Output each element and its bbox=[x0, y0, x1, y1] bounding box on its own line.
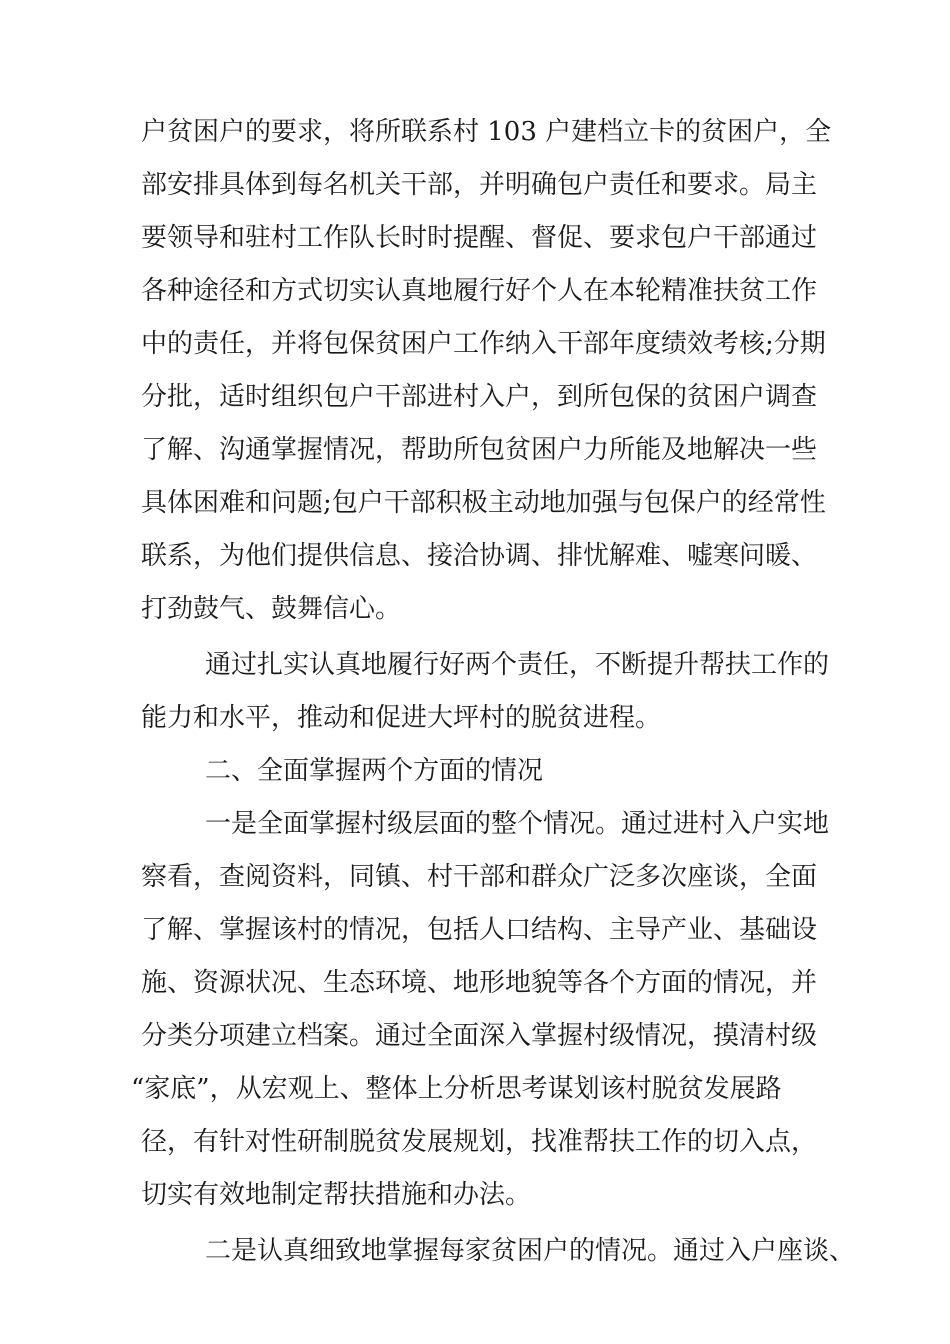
text-line: 打劲鼓气、鼓舞信心。 bbox=[141, 594, 402, 624]
text-line: 二是认真细致地掌握每家贫困户的情况。通过入户座谈、 bbox=[205, 1236, 856, 1266]
text-line: 要领导和驻村工作队长时时提醒、督促、要求包户干部通过 bbox=[141, 223, 818, 253]
text-line: 了解、掌握该村的情况，包括人口结构、主导产业、基础设 bbox=[141, 915, 818, 945]
text-line: 一是全面掌握村级层面的整个情况。通过进村入户实地 bbox=[205, 809, 830, 839]
text-line: 切实有效地制定帮扶措施和办法。 bbox=[141, 1180, 532, 1210]
text-line: 户贫困户的要求，将所联系村 103 户建档立卡的贫困户，全 bbox=[141, 117, 832, 147]
text-line: 施、资源状况、生态环境、地形地貌等各个方面的情况，并 bbox=[141, 968, 818, 998]
text-line: “家底”，从宏观上、整体上分析思考谋划该村脱贫发展路 bbox=[131, 1074, 782, 1104]
text-line: 中的责任，并将包保贫困户工作纳入干部年度绩效考核;分期 bbox=[141, 329, 826, 359]
text-line: 联系，为他们提供信息、接洽协调、排忧解难、嘘寒问暖、 bbox=[141, 541, 818, 571]
text-line: 能力和水平，推动和促进大坪村的脱贫进程。 bbox=[141, 703, 662, 733]
text-line: 径，有针对性研制脱贫发展规划，找准帮扶工作的切入点， bbox=[141, 1127, 818, 1157]
text-line: 通过扎实认真地履行好两个责任，不断提升帮扶工作的 bbox=[205, 650, 830, 680]
text-line: 分批，适时组织包户干部进村入户，到所包保的贫困户调查 bbox=[141, 382, 818, 412]
text-line: 分类分项建立档案。通过全面深入掌握村级情况，摸清村级 bbox=[141, 1021, 818, 1051]
text-line: 各种途径和方式切实认真地履行好个人在本轮精准扶贫工作 bbox=[141, 276, 818, 306]
text-line: 了解、沟通掌握情况，帮助所包贫困户力所能及地解决一些 bbox=[141, 435, 818, 465]
section-heading: 二、全面掌握两个方面的情况 bbox=[205, 756, 544, 786]
text-line: 部安排具体到每名机关干部，并明确包户责任和要求。局主 bbox=[141, 170, 818, 200]
text-line: 具体困难和问题;包户干部积极主动地加强与包保户的经常性 bbox=[141, 488, 826, 518]
text-line: 察看，查阅资料，同镇、村干部和群众广泛多次座谈，全面 bbox=[141, 862, 818, 892]
